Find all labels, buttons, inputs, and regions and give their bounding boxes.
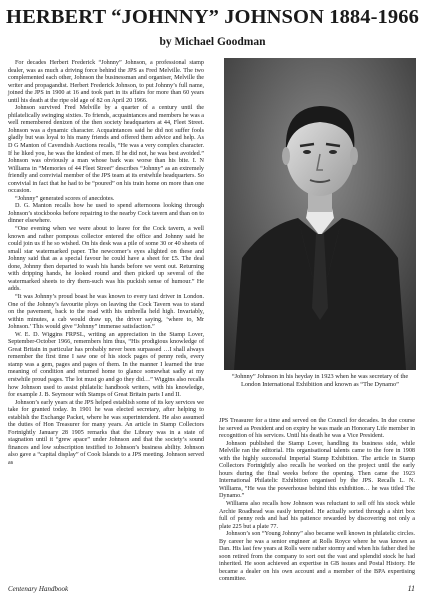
paragraph: “It was Johnny’s proud boast he was known to every taxi driver in London. One of the Johnny’s favourite ploys on leaving the Cock Tavern was to stand on the pavement, back to the road with his umbrella held high. Invariably, within minutes, a cab would draw up, the driver saying, ‘where to, Mr Johnson.’ This would give “Johnny” immense satisfaction.” [8,293,204,331]
paragraph: For decades Herbert Frederick “Johnny” Johnson, a professional stamp dealer, was as much a driving force behind the JPS as Fred Melville. The two complemented each other, Johnson the businessman and organiser, Melville the writer and propagandist. Herbert Frederick Johnson, to put Johnny’s full name, joined the JPS in 1900 at 16 and took part in its affairs for more than 60 years until his death at the ripe old age of 82 on April 20 1966. [8,60,204,104]
publication-name: Centenary Handbook [8,585,69,593]
left-column [8,60,204,578]
paragraph: Johnson’s early years at the JPS helped establish some of its key services we take for granted today. In 1901 he was elected secretary, after helping to establish the Exchange Packet, where he was superintendent. He also assumed the duties of Hon Treasurer for many years. An article in Stamp Collectors Fortnightly January 28 1905 remarks that the Library was in a state of stagnation until it “grew apace” under Johnson and that the society’s sound finances and low subscription testified to Johnson’s business ability. Johnson also gave a “capital display” of Cook Islands to a JPS meeting. Johnson served as [8,399,204,466]
paragraph: “One evening when we were about to leave for the Cock tavern, a well known and rather pompous collector entered the office and Johnny said he could join us if he so wished. On his desk was a pile of some 30 or 40 sheets of small star watermarked paper. The newcomer’s eyes alighted on these and Johnny said that as a special favour he could have a sheet for £5. The deal done, Johnny then departed to wash his hands before we went out. Returning with dripping hands, he looked round and then picked up several of the watermarked sheets to dry them-such was his puckish sense of humour.” He adds. [8,226,204,293]
right-column [219,418,415,583]
paragraph: Johnson survived Fred Melville by a quarter of a century until the philatelically swinging sixties. To friends, acquaintances and members he was a well remembered denizen of the then society headquarters at 44, Fleet Street. Johnson was a dynamic character. Acquaintances said he did not suffer fools gladly but was loyal to his many friends and offered them advice and help. As D G Manton of Cavendish Auctions recalls, “He was a very complex character. If he liked you, he was the kindest of men. If he did not, he was best avoided.” Johnson was obviously a man whose bark was worse than his bite. I. N Williams in “Memories of 44 Fleet Street” describes “Johnny” as an extremely friendly and convivial member of the JPS team at its erstwhile headquarters. So convivial in fact that he had to be “poured” on his train home on more than one occasion. [8,105,204,195]
portrait-photo [224,58,416,370]
paragraph: Johnson’s son “Young Johnny” also became well known in philatelic circles. By career he was a senior engineer at Rolls Royce where he was known as Dan. His last few years at Rolls were rather stormy and when his father died he soon retired from the company to sort out the vast and splendid stock he had inherited. He soon achieved an expertise in GB issues and Postal History. He became a dealer on his own account and a member of the BPA expertising committee. [219,531,415,583]
paragraph: JPS Treasurer for a time and served on the Council for decades. In due course he served as President and on expiry he was made an Honorary Life member in recognition of his services. Until his death he was a Vice President. [219,418,415,440]
paragraph: W. E. D. Wiggins FRPSL, writing an appreciation in the Stamp Lover, September-October 1966, remembers him thus, “His prodigious knowledge of Great Britain in particular has probably never been surpassed …I shall always remember the first time I saw one of his stock pages of penny reds, every stamp was a gem, pages and pages of them. In the manner I learned the true meaning of condition and returned home to glance somewhat sadly at my erstwhile proud pages. The lot must go and go they did…” Wiggins also recalls how Johnson used to assist philatelic handbook writers, with his knowledge, for example J. B. Seymour with Stamps of Great Britain parts I and II. [8,331,204,399]
page-number: 11 [407,584,415,593]
paragraph: Johnson published the Stamp Lover, handling its business side, while Melville ran the editorial. His organisational talents came to the fore in 1908 with the highly successful Imperial Stamp Exhibition. The article in Stamp Collectors Fortnightly also recalls he worked on the project until the early hours during the final weeks before the opening. Then came the 1923 International Philatelic Exhibition organised by the JPS. Recalls L. N. Williams, “He was the powerhouse behind this exhibition… he was titled The Dynamo.” [219,440,415,500]
paragraph: Williams also recalls how Johnson was reluctant to sell off his stock while Archie Roadhead was easily tempted. He actually sorted through a shirt box full of penny reds and had his patience rewarded by discovering not only a plate 225 but a plate 77. [219,501,415,530]
paragraph: D. G. Manton recalls how he used to spend afternoons looking through Johnson’s stockbooks before repairing to the nearby Cock tavern and than on to dinner elsewhere. [8,203,204,225]
article-title: HERBERT “JOHNNY” JOHNSON 1884-1966 [6,6,419,28]
paragraph: “Johnny” generated scores of anecdotes. [15,195,115,202]
author-byline: by Michael Goodman [159,36,266,48]
photo-caption: “Johnny” Johnson in his heyday in 1923 when he was secretary of the London International Exhibition and known as “The Dynamo” [231,373,409,388]
